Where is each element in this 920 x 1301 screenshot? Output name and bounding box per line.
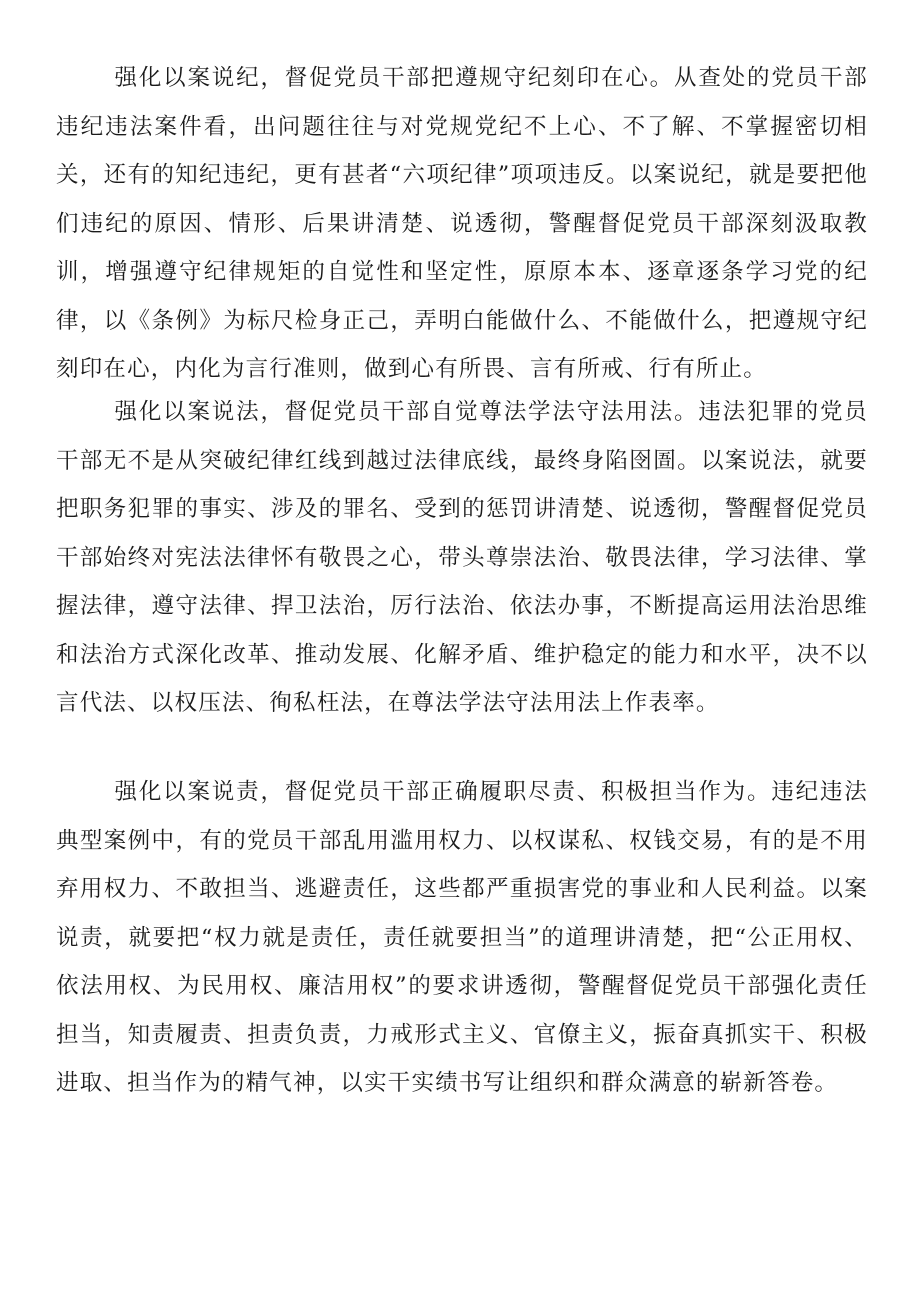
paragraph-law: 强化以案说法，督促党员干部自觉尊法学法守法用法。违法犯罪的党员干部无不是从突破纪律红线到越过法律底线，最终身陷囹圄。以案说法，就要把职务犯罪的事实、涉及的罪名、受到的惩罚讲清楚、说透彻，警醒督促党员干部始终对宪法法律怀有敬畏之心，带头尊崇法治、敬畏法律，学习法律、掌握法律，遵守法律、捍卫法治，厉行法治、依法办事，不断提高运用法治思维和法治方式深化改革、推动发展、化解矛盾、维护稳定的能力和水平，决不以言代法、以权压法、徇私枉法，在尊法学法守法用法上作表率。 (56, 399, 868, 716)
paragraph-discipline: 强化以案说纪，督促党员干部把遵规守纪刻印在心。从查处的党员干部违纪违法案件看，出问题往往与对党规党纪不上心、不了解、不掌握密切相关，还有的知纪违纪，更有甚者“六项纪律”项项违反。以案说纪，就是要把他们违纪的原因、情形、后果讲清楚、说透彻，警醒督促党员干部深刻汲取教训，增强遵守纪律规矩的自觉性和坚定性，原原本本、逐章逐条学习党的纪律，以《条例》为标尺检身正己，弄明白能做什么、不能做什么，把遵规守纪刻印在心，内化为言行准则，做到心有所畏、言有所戒、行有所止。 (56, 65, 868, 382)
paragraph-responsibility: 强化以案说责，督促党员干部正确履职尽责、积极担当作为。违纪违法典型案例中，有的党员干部乱用滥用权力、以权谋私、权钱交易，有的是不用弃用权力、不敢担当、逃避责任，这些都严重损害党的事业和人民利益。以案说责，就要把“权力就是责任，责任就要担当”的道理讲清楚，把“公正用权、依法用权、为民用权、廉洁用权”的要求讲透彻，警醒督促党员干部强化责任担当，知责履责、担责负责，力戒形式主义、官僚主义，振奋真抓实干、积极进取、担当作为的精气神，以实干实绩书写让组织和群众满意的崭新答卷。 (56, 779, 868, 1096)
